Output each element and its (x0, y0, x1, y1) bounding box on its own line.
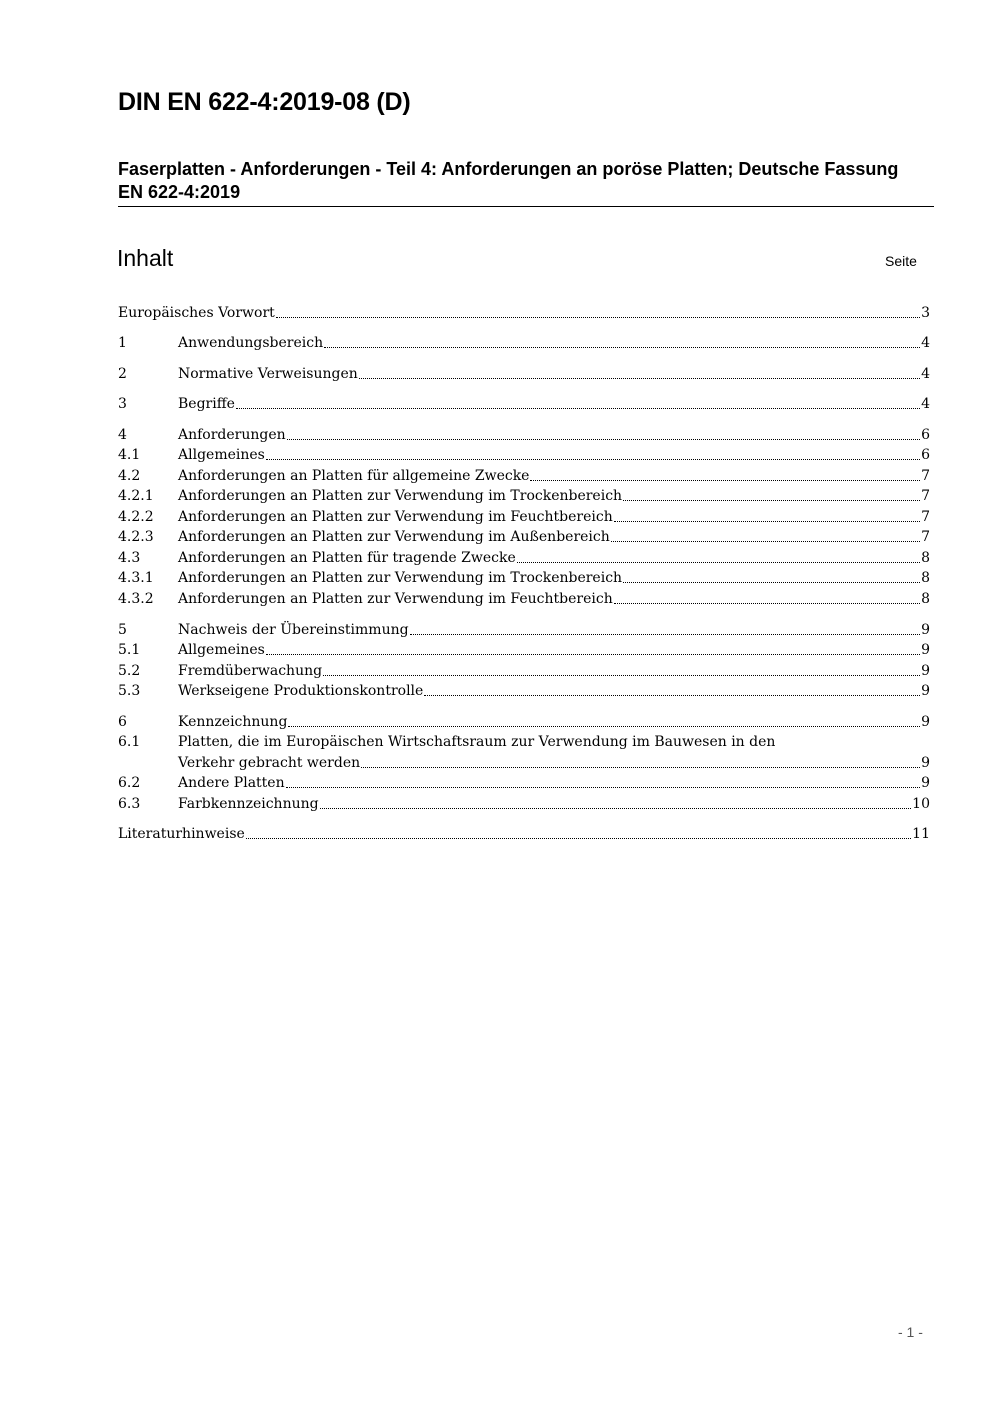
toc-entry-body (178, 466, 930, 486)
toc-entry-title: Andere Platten (178, 775, 285, 791)
toc-entry-number: 5 (118, 622, 127, 638)
toc-entry-page: 10 (912, 796, 930, 812)
toc-entry-page: 9 (921, 683, 930, 699)
toc-entry-title: Nachweis der Übereinstimmung (178, 622, 409, 638)
toc-entry-number: 4.2.1 (118, 488, 154, 504)
toc-entry-page: 8 (921, 591, 930, 607)
toc-entry-number: 4.2.3 (118, 529, 154, 545)
toc-entry[interactable] (118, 445, 930, 465)
toc-entry[interactable] (118, 394, 930, 414)
toc-entry-title-continuation: Verkehr gebracht werden (178, 755, 361, 771)
toc-dot-leader (623, 581, 920, 583)
toc-entry-title: Anforderungen an Platten zur Verwendung im Trockenbereich (178, 488, 623, 504)
toc-page-column-heading: Seite (885, 253, 917, 269)
toc-dot-leader (530, 479, 920, 481)
toc-dot-leader (246, 837, 911, 839)
toc-dot-leader (276, 316, 920, 318)
toc-entry[interactable] (118, 466, 930, 486)
toc-entry-page: 8 (921, 570, 930, 586)
toc-entry-title: Anforderungen an Platten zur Verwendung im Feuchtbereich (178, 591, 613, 607)
toc-entry-number: 6.3 (118, 796, 141, 812)
toc-entry[interactable] (118, 589, 930, 609)
toc-entry[interactable] (118, 527, 930, 547)
toc-entry-continuation[interactable] (118, 753, 930, 773)
toc-entry-body (178, 333, 930, 353)
toc-entry[interactable] (118, 568, 930, 588)
toc-entry-body (178, 507, 930, 527)
toc-dot-leader (361, 766, 920, 768)
toc-entry-title: Werkseigene Produktionskontrolle (178, 683, 424, 699)
toc-entry-number: 3 (118, 396, 127, 412)
toc-entry-body (178, 712, 930, 732)
toc-entry-number: 1 (118, 335, 127, 351)
toc-entry-title: Anforderungen an Platten zur Verwendung im Feuchtbereich (178, 509, 613, 525)
toc-entry-body (178, 589, 930, 609)
toc-entry-title: Anforderungen an Platten für allgemeine Zwecke (178, 468, 530, 484)
toc-entry-number: 6.2 (118, 775, 141, 791)
toc-entry-number: 4.2 (118, 468, 141, 484)
toc-entry-number: 6.1 (118, 734, 141, 750)
toc-entry-page: 6 (921, 427, 930, 443)
toc-entry-number: 4.3.1 (118, 570, 154, 586)
toc-dot-leader (236, 407, 920, 409)
toc-entry-title: Fremdüberwachung (178, 663, 323, 679)
toc-dot-leader (288, 725, 920, 727)
toc-entry[interactable] (118, 425, 930, 445)
toc-entry-body (178, 640, 930, 660)
toc-entry-title: Anforderungen (178, 427, 286, 443)
toc-entry-page: 4 (921, 335, 930, 351)
toc-dot-leader (614, 520, 920, 522)
toc-entry-number: 5.3 (118, 683, 141, 699)
toc-dot-leader (266, 458, 920, 460)
toc-dot-leader (623, 499, 920, 501)
toc-entry-number: 5.2 (118, 663, 141, 679)
toc-entry[interactable] (118, 507, 930, 527)
toc-entry-title: Anwendungsbereich (178, 335, 324, 351)
toc-entry-body (178, 620, 930, 640)
toc-dot-leader (614, 602, 920, 604)
toc-entry-title: Platten, die im Europäischen Wirtschaftsraum zur Verwendung im Bauwesen in den (178, 734, 776, 750)
toc-entry-number: 4.1 (118, 447, 141, 463)
document-subtitle: Faserplatten - Anforderungen - Teil 4: Anforderungen an poröse Platten; Deutsche Fassung EN 622-4:2019 (118, 159, 899, 202)
toc-entry-page: 9 (921, 755, 930, 771)
toc-entry-page: 7 (921, 468, 930, 484)
toc-entry[interactable] (118, 548, 930, 568)
toc-entry[interactable] (118, 824, 930, 844)
toc-entry-body (178, 548, 930, 568)
toc-entry-title: Begriffe (178, 396, 235, 412)
document-title: DIN EN 622-4:2019-08 (D) (118, 88, 411, 116)
toc-entry-body (178, 445, 930, 465)
toc-entry-title: Normative Verweisungen (178, 366, 358, 382)
toc-entry-number: 4.3.2 (118, 591, 154, 607)
toc-entry[interactable] (118, 712, 930, 732)
toc-dot-leader (266, 653, 920, 655)
toc-dot-leader (324, 346, 920, 348)
toc-entry-page: 9 (921, 642, 930, 658)
toc-dot-leader (287, 438, 920, 440)
toc-entry-page: 9 (921, 622, 930, 638)
toc-entry-body (178, 425, 930, 445)
toc-entry[interactable] (118, 620, 930, 640)
toc-entry[interactable] (118, 364, 930, 384)
toc-entry[interactable] (118, 661, 930, 681)
toc-entry-page: 4 (921, 366, 930, 382)
toc-entry-title: Anforderungen an Platten zur Verwendung im Außenbereich (178, 529, 610, 545)
toc-dot-leader (611, 540, 920, 542)
toc-entry-body (178, 794, 930, 814)
toc-entry-page: 7 (921, 529, 930, 545)
toc-entry-number: 4.3 (118, 550, 141, 566)
toc-entry[interactable] (118, 303, 930, 323)
toc-entry[interactable] (118, 333, 930, 353)
toc-entry-title: Farbkennzeichnung (178, 796, 319, 812)
toc-entry-body (178, 568, 930, 588)
toc-entry-body (178, 661, 930, 681)
toc-entry-page: 8 (921, 550, 930, 566)
toc-entry-body (118, 303, 930, 323)
toc-entry-body (178, 773, 930, 793)
toc-entry-page: 9 (921, 714, 930, 730)
toc-dot-leader (323, 674, 920, 676)
toc-heading: Inhalt (117, 245, 174, 271)
toc-dot-leader (286, 786, 920, 788)
toc-entry-page: 3 (921, 305, 930, 321)
toc-entry-body (118, 824, 930, 844)
toc-entry-page: 6 (921, 447, 930, 463)
toc-entry-title: Literaturhinweise (118, 826, 245, 842)
toc-entry-page: 9 (921, 663, 930, 679)
toc-entry-title: Allgemeines (178, 447, 265, 463)
toc-entry-body (178, 753, 930, 773)
toc-entry-body (178, 364, 930, 384)
toc-entry-body (178, 486, 930, 506)
toc-dot-leader (410, 633, 921, 635)
toc-entry[interactable] (118, 773, 930, 793)
toc-entry-number: 2 (118, 366, 127, 382)
toc-dot-leader (320, 807, 912, 809)
toc-entry-number: 4.2.2 (118, 509, 154, 525)
toc-entry-title: Kennzeichnung (178, 714, 288, 730)
toc-entry-page: 9 (921, 775, 930, 791)
toc-entry-title: Allgemeines (178, 642, 265, 658)
toc-entry-body (178, 394, 930, 414)
toc-entry-title: Europäisches Vorwort (118, 305, 275, 321)
toc-entry-number: 6 (118, 714, 127, 730)
toc-entry-body (178, 527, 930, 547)
toc-dot-leader (517, 561, 920, 563)
toc-entry-page: 7 (921, 509, 930, 525)
page-number: - 1 - (898, 1324, 923, 1340)
toc-entry-title: Anforderungen an Platten zur Verwendung im Trockenbereich (178, 570, 623, 586)
toc-dot-leader (424, 694, 920, 696)
toc-entry-number: 4 (118, 427, 127, 443)
toc-entry[interactable] (118, 681, 930, 701)
toc-entry[interactable] (118, 732, 930, 752)
toc-entry[interactable] (118, 486, 930, 506)
toc-entry-page: 7 (921, 488, 930, 504)
toc-entry[interactable] (118, 794, 930, 814)
toc-entry[interactable] (118, 640, 930, 660)
toc-entry-body (178, 681, 930, 701)
toc-entry-page: 11 (912, 826, 930, 842)
toc-entry-number: 5.1 (118, 642, 141, 658)
toc-entry-title: Anforderungen an Platten für tragende Zwecke (178, 550, 516, 566)
toc-entry-page: 4 (921, 396, 930, 412)
toc-dot-leader (359, 377, 920, 379)
title-divider (118, 206, 934, 207)
